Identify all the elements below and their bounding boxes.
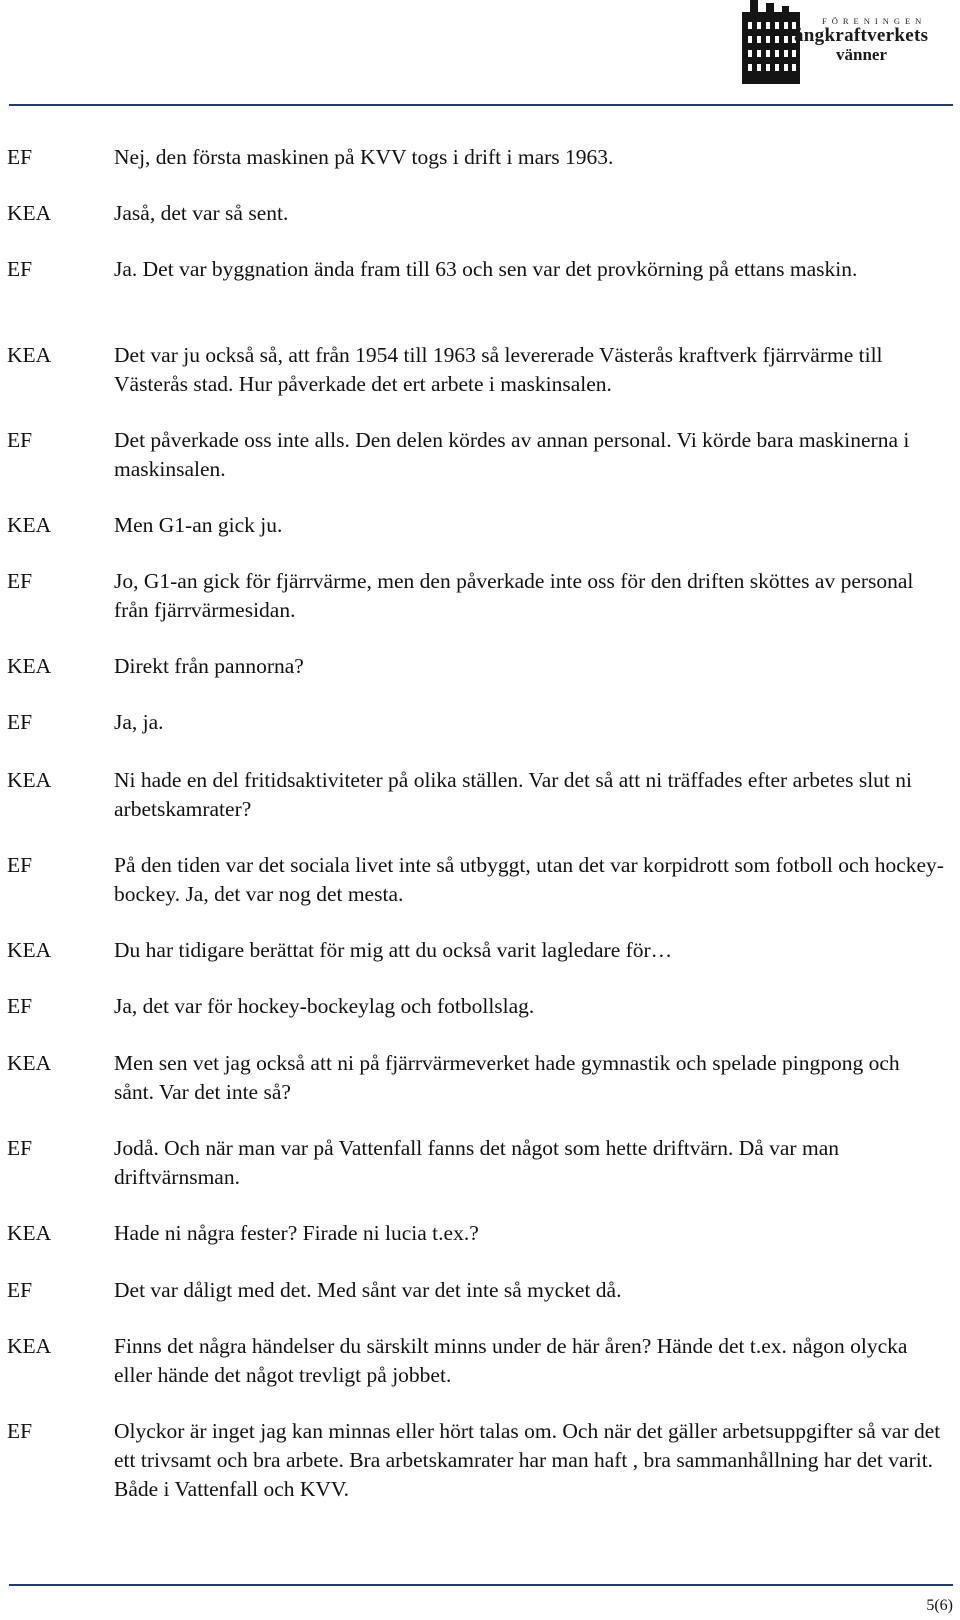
- transcript-turn: [0, 1219, 960, 1276]
- speaker-label: KEA: [7, 1051, 52, 1075]
- speaker-label: KEA: [7, 201, 52, 225]
- transcript-turn: [0, 255, 960, 341]
- transcript-turn: [0, 652, 960, 708]
- speaker-label: EF: [7, 853, 33, 877]
- utterance-text: Finns det några händelser du särskilt minns under de här åren? Hände det t.ex. någon olycka eller hände det något trevligt på jobbet.: [114, 1334, 908, 1387]
- speaker-label: EF: [7, 710, 33, 734]
- speaker-label: EF: [7, 1136, 33, 1160]
- utterance-text: Ja, ja.: [114, 710, 164, 734]
- transcript-turn: [0, 992, 960, 1049]
- transcript-turn: [0, 1134, 960, 1219]
- speaker-label: KEA: [7, 513, 52, 537]
- transcript-turn: [0, 426, 960, 511]
- logo-top-text: FÖRENINGEN: [822, 16, 927, 26]
- header-rule: [9, 104, 953, 106]
- utterance-text: Jo, G1-an gick för fjärrvärme, men den påverkade inte oss för den driften sköttes av personal från fjärrvärmesidan.: [114, 569, 914, 622]
- speaker-label: KEA: [7, 1221, 52, 1245]
- transcript-turn: [0, 1276, 960, 1332]
- utterance-text: Det var dåligt med det. Med sånt var det inte så mycket då.: [114, 1278, 622, 1302]
- transcript-turn: [0, 851, 960, 936]
- transcript-turn: [0, 1417, 960, 1507]
- footer-rule: [9, 1584, 953, 1586]
- utterance-text: Jodå. Och när man var på Vattenfall fanns det något som hette driftvärn. Då var man driftvärnsman.: [114, 1136, 839, 1189]
- transcript-turn: [0, 766, 960, 851]
- transcript-turn: [0, 143, 960, 199]
- speaker-label: EF: [7, 569, 33, 593]
- speaker-label: EF: [7, 994, 33, 1018]
- transcript-turn: [0, 199, 960, 255]
- speaker-label: KEA: [7, 768, 52, 792]
- logo-main-text: ångkraftverkets: [794, 25, 929, 46]
- building-icon: [740, 0, 802, 86]
- page-number: 5(6): [926, 1597, 953, 1614]
- speaker-label: KEA: [7, 343, 52, 367]
- utterance-text: Jaså, det var så sent.: [114, 201, 289, 225]
- speaker-label: KEA: [7, 938, 52, 962]
- utterance-text: Nej, den första maskinen på KVV togs i drift i mars 1963.: [114, 145, 614, 169]
- utterance-text: Ja, det var för hockey-bockeylag och fotbollslag.: [114, 994, 535, 1018]
- utterance-text: Men G1-an gick ju.: [114, 513, 283, 537]
- utterance-text: Olyckor är inget jag kan minnas eller hört talas om. Och när det gäller arbetsuppgifter så var det ett trivsamt och bra arbete. Bra arbetskamrater har man haft , bra sammanhållning har det varit. Både i Vattenfall och KVV.: [114, 1419, 941, 1501]
- speaker-label: KEA: [7, 1334, 52, 1358]
- transcript-turn: [0, 1049, 960, 1134]
- speaker-label: EF: [7, 1278, 33, 1302]
- utterance-text: Ja. Det var byggnation ända fram till 63 och sen var det provkörning på ettans maskin.: [114, 257, 858, 281]
- transcript-turn: [0, 511, 960, 567]
- transcript-turn: [0, 567, 960, 652]
- transcript-turn: [0, 708, 960, 766]
- utterance-text: Det var ju också så, att från 1954 till 1963 så levererade Västerås kraftverk fjärrvärme till Västerås stad. Hur påverkade det ert arbete i maskinsalen.: [114, 343, 883, 396]
- speaker-label: EF: [7, 145, 33, 169]
- logo-wordmark: [794, 10, 960, 64]
- transcript-turn: [0, 341, 960, 426]
- utterance-text: Direkt från pannorna?: [114, 654, 304, 678]
- utterance-text: På den tiden var det sociala livet inte så utbyggt, utan det var korpidrott som fotboll och hockey-bockey. Ja, det var nog det mesta.: [114, 853, 944, 906]
- speaker-label: EF: [7, 1419, 33, 1443]
- speaker-label: EF: [7, 428, 33, 452]
- interview-transcript: [0, 143, 960, 1507]
- speaker-label: EF: [7, 257, 33, 281]
- utterance-text: Du har tidigare berättat för mig att du också varit lagledare för…: [114, 938, 673, 962]
- speaker-label: KEA: [7, 654, 52, 678]
- transcript-turn: [0, 936, 960, 992]
- utterance-text: Det påverkade oss inte alls. Den delen kördes av annan personal. Vi körde bara maskinerna i maskinsalen.: [114, 428, 910, 481]
- transcript-turn: [0, 1332, 960, 1417]
- utterance-text: Hade ni några fester? Firade ni lucia t.ex.?: [114, 1221, 479, 1245]
- utterance-text: Men sen vet jag också att ni på fjärrvärmeverket hade gymnastik och spelade pingpong och sånt. Var det inte så?: [114, 1051, 900, 1104]
- logo-sub-text: vänner: [836, 45, 887, 64]
- utterance-text: Ni hade en del fritidsaktiviteter på olika ställen. Var det så att ni träffades efter arbetes slut ni arbetskamrater?: [114, 768, 913, 821]
